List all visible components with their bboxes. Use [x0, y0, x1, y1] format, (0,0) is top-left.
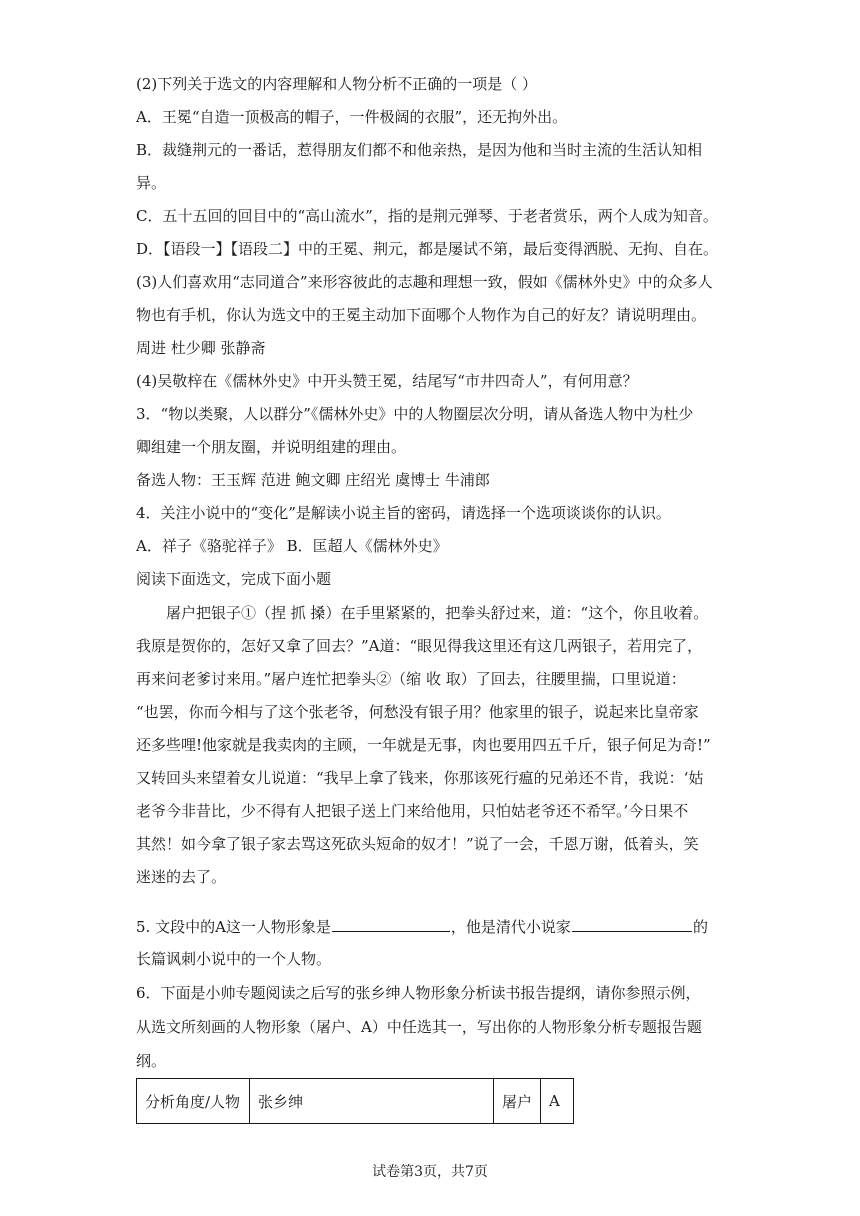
- passage-line: 再来问老爹讨来用。”屠户连忙把拳头②（缩 收 取）了回去，往腰里揣，口里说道：: [136, 670, 686, 688]
- item-4-options: A．祥子《骆驼祥子》 B．匡超人《儒林外史》: [136, 537, 448, 555]
- passage-line: 屠户把银子①（捏 抓 搡）在手里紧紧的，把拳头舒过来，道：“这个，你且收着。: [136, 604, 709, 622]
- table-row: [137, 1079, 574, 1124]
- question-5-part1: 5. 文段中的A这一人物形象是: [136, 918, 331, 936]
- analysis-table: [136, 1078, 574, 1124]
- answer-blank-1[interactable]: [332, 915, 450, 932]
- table-cell-a: A: [541, 1079, 574, 1124]
- alternate-characters: 备选人物：王玉辉 范进 鲍文卿 庄绍光 虞博士 牛浦郎: [136, 471, 490, 489]
- passage-line: 其然！如今拿了银子家去骂这死砍头短命的奴才！”说了一会，千恩万谢，低着头，笑: [136, 835, 699, 853]
- item-3-stem-cont: 卿组建一个朋友圈，并说明组建的理由。: [136, 438, 407, 456]
- passage-line: 老爷今非昔比，少不得有人把银子送上门来给他用，只怕姑老爷还不希罕。’今日果不: [136, 802, 689, 820]
- question-5: [136, 915, 726, 937]
- option-b: B．裁缝荆元的一番话，惹得朋友们都不和他亲热，是因为他和当时主流的生活认知相: [136, 141, 703, 159]
- passage-line: 迷迷的去了。: [136, 868, 227, 886]
- question-3-stem-cont: 物也有手机，你认为选文中的王冕主动加下面哪个人物作为自己的好友？请说明理由。: [136, 306, 707, 324]
- question-2-stem: (2)下列关于选文的内容理解和人物分析不正确的一项是（ ）: [136, 75, 538, 93]
- question-5-cont: 长篇讽刺小说中的一个人物。: [136, 950, 332, 968]
- option-d: D．【语段一】【语段二】中的王冕、荆元，都是屡试不第，最后变得洒脱、无拘、自在。: [136, 240, 719, 258]
- passage-line: “也罢，你而今相与了这个张老爷，何愁没有银子用？他家里的银子，说起来比皇帝家: [136, 703, 699, 721]
- page-footer: 试卷第3页，共7页: [372, 1164, 488, 1180]
- passage-line: 又转回头来望着女儿说道：“我早上拿了钱来，你那该死行瘟的兄弟还不肯，我说：‘姑: [136, 769, 704, 787]
- question-5-part3: 的: [692, 918, 708, 936]
- answer-blank-2[interactable]: [572, 915, 692, 932]
- table-header-cell: 分析角度/人物: [137, 1079, 250, 1124]
- question-3-stem: (3)人们喜欢用“志同道合”来形容彼此的志趣和理想一致，假如《儒林外史》中的众多人: [136, 273, 713, 291]
- question-6-stem-end: 纲。: [136, 1052, 167, 1070]
- option-a: A．王冕“自造一顶极高的帽子，一件极阔的衣服”，还无拘外出。: [136, 108, 568, 126]
- table-cell-zhang: 张乡绅: [250, 1079, 494, 1124]
- option-b-cont: 异。: [136, 174, 167, 192]
- passage-line: 还多些哩!他家就是我卖肉的主顾，一年就是无事，肉也要用四五千斤，银子何足为奇!”: [136, 736, 711, 754]
- item-3-stem: 3．“物以类聚，人以群分”《儒林外史》中的人物圈层次分明，请从备选人物中为杜少: [136, 405, 694, 423]
- table-cell-butcher: 屠户: [494, 1079, 541, 1124]
- question-5-part2: ，他是清代小说家: [450, 918, 571, 936]
- option-c: C．五十五回的回目中的“高山流水”，指的是荆元弹琴、于老者赏乐，两个人成为知音。: [136, 207, 718, 225]
- reading-instruction: 阅读下面选文，完成下面小题: [136, 570, 332, 588]
- item-4-stem: 4．关注小说中的“变化”是解读小说主旨的密码，请选择一个选项谈谈你的认识。: [136, 504, 671, 522]
- passage-line: 我原是贺你的，怎好又拿了回去？”A道：“眼见得我这里还有这几两银子，若用完了，: [136, 637, 703, 655]
- question-6-stem: 6．下面是小帅专题阅读之后写的张乡绅人物形象分析读书报告提纲，请你参照示例，: [136, 984, 701, 1002]
- candidate-list: 周进 杜少卿 张静斋: [136, 339, 266, 357]
- question-6-stem-cont: 从选文所刻画的人物形象（屠户、A）中任选其一，写出你的人物形象分析专题报告题: [136, 1018, 702, 1036]
- question-4-stem: (4)吴敬梓在《儒林外史》中开头赞王冕，结尾写“市井四奇人”，有何用意？: [136, 372, 638, 390]
